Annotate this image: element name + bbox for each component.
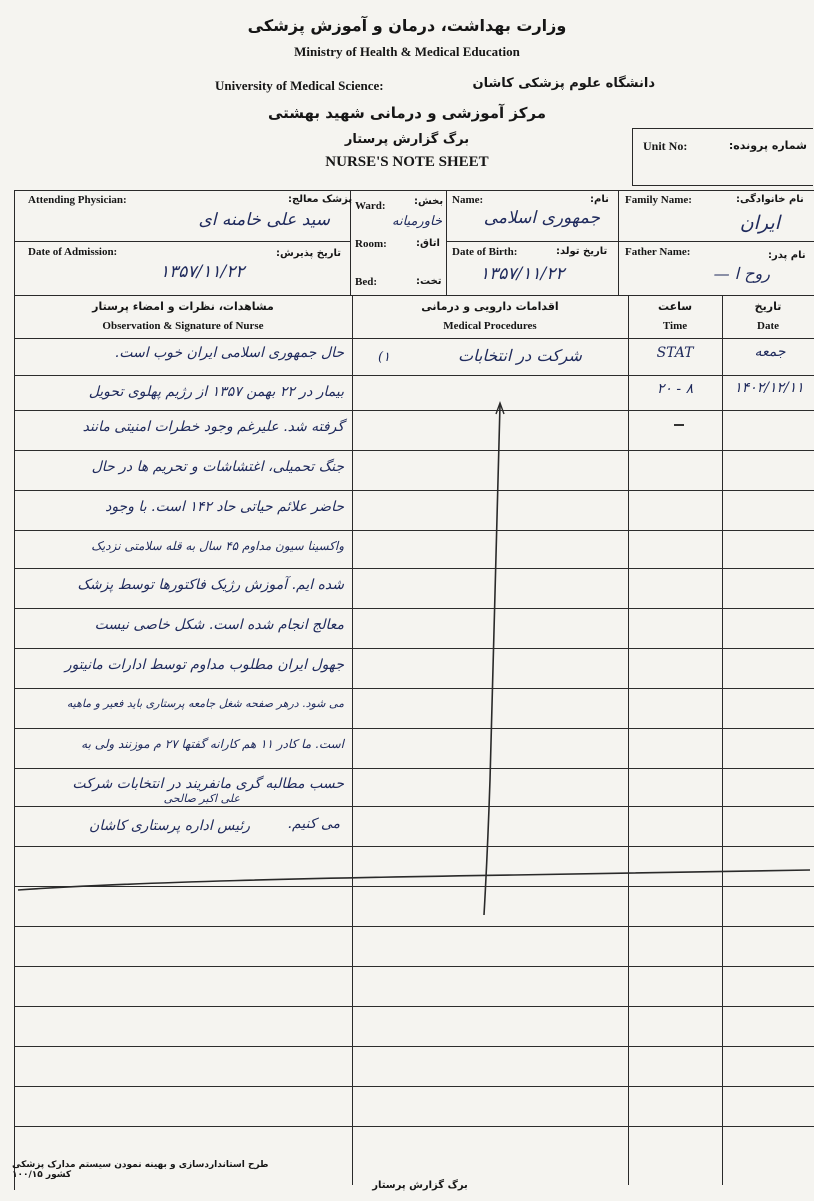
footer-standardization-text: طرح استانداردسازی و بهینه نمودن سیستم مدارک پزشکی کشور ۱۰۰/۱۵ [12, 1160, 269, 1180]
family-name-label-fa: نام خانوادگی: [736, 194, 804, 205]
col-date-fa: تاریخ [754, 300, 782, 313]
university-label-en: University of Medical Science: [215, 78, 384, 93]
ministry-title-en: Ministry of Health & Medical Education [294, 44, 520, 59]
father-name-label-en: Father Name: [625, 246, 691, 258]
university-name-fa: دانشگاه علوم پزشکی کاشان [472, 76, 655, 91]
col-date-en: Date [757, 320, 779, 332]
unit-no-label-en: Unit No: [643, 139, 688, 153]
note-line-13: می کنیم. [287, 816, 340, 832]
procedures-handdrawn-line [470, 400, 510, 920]
admission-label-en: Date of Admission: [28, 246, 118, 258]
note-line-7: شده ایم. آموزش رژیک فاکتورها توسط پزشک [77, 577, 344, 593]
note-line-10: می شود. درهر صفحه شغل جامعه پرستاری باید فعیر و ماهیه [66, 697, 344, 710]
ward-label-en: Ward: [355, 200, 386, 212]
admission-value: ۱۳۵۷/۱۱/۲۲ [160, 262, 245, 282]
note-line-6: واکسینا سیون مداوم ۴۵ سال به قله سلامتی نزدیک [91, 539, 344, 553]
note-line-4: جنگ تحمیلی، اغتشاشات و تحریم ها در حال [91, 459, 344, 475]
closing-handdrawn-line [14, 860, 814, 900]
attending-physician-label-en: Attending Physician: [28, 194, 127, 206]
birth-value: ۱۳۵۷/۱۱/۲۲ [480, 264, 565, 284]
family-name-label-en: Family Name: [625, 194, 692, 206]
note-line-2: بیمار در ۲۲ بهمن ۱۳۵۷ از رژیم پهلوی تحویل [88, 384, 344, 400]
sheet-title-fa: برگ گزارش پرستار [344, 132, 470, 147]
col-observation-en: Observation & Signature of Nurse [102, 320, 264, 332]
bed-label-en: Bed: [355, 276, 377, 288]
room-label-fa: اتاق: [416, 238, 440, 249]
birth-label-fa: تاریخ تولد: [556, 246, 608, 257]
col-time-fa: ساعت [657, 300, 693, 313]
note-line-5: حاضر علائم حیاتی حاد ۱۴۲ است. با وجود [105, 499, 344, 515]
name-value: جمهوری اسلامی [483, 208, 600, 228]
footer-sheet-name: برگ گزارش پرستار [372, 1180, 468, 1191]
father-name-value: روح ا — [713, 264, 770, 283]
entry-time-range: ۸ - ۲۰ [656, 381, 694, 397]
note-line-3: گرفته شد. علیرغم وجود خطرات امنیتی مانند [82, 419, 344, 435]
unit-no-label-fa: شماره پرونده: [728, 139, 807, 152]
ministry-title-fa: وزارت بهداشت، درمان و آموزش پزشکی [247, 16, 567, 35]
signature-title: رئیس اداره پرستاری کاشان [89, 818, 250, 834]
center-name-fa: مرکز آموزشی و درمانی شهید بهشتی [267, 104, 547, 122]
bed-label-fa: تخت: [416, 276, 442, 287]
note-line-12: حسب مطالبه گری مانفریند در انتخابات شرکت [72, 776, 344, 792]
attending-physician-label-fa: پزشک معالج: [288, 194, 353, 205]
procedure-1-number: ۱) [377, 350, 390, 365]
admission-label-fa: تاریخ پذیرش: [276, 248, 342, 259]
ward-label-fa: بخش: [414, 196, 444, 207]
name-label-en: Name: [452, 194, 484, 206]
note-line-8: معالج انجام شده است. شکل خاصی نیست [94, 617, 344, 633]
col-procedures-fa: اقدامات دارویی و درمانی [421, 300, 559, 313]
col-observation-fa: مشاهدات، نظرات و امضاء پرستار [92, 300, 274, 313]
signature-name: علی اکبر صالحی [163, 792, 240, 805]
birth-label-en: Date of Birth: [452, 246, 518, 258]
ward-value: خاورمیانه [392, 214, 442, 229]
room-label-en: Room: [355, 238, 387, 250]
col-procedures-en: Medical Procedures [443, 320, 537, 332]
procedure-1: شرکت در انتخابات [458, 346, 582, 365]
father-name-label-fa: نام پدر: [768, 250, 806, 261]
col-time-en: Time [662, 320, 688, 332]
unit-no-box [632, 128, 813, 186]
note-line-1: حال جمهوری اسلامی ایران خوب است. [114, 345, 344, 361]
note-line-11: است. ما کادر ۱۱ هم کارانه گفتها ۲۷ م موزنند ولی به [81, 737, 344, 751]
sheet-title-en: NURSE'S NOTE SHEET [325, 154, 489, 170]
time-dash-mark [674, 424, 684, 426]
attending-physician-value: سید علی خامنه ای [198, 210, 330, 230]
name-label-fa: نام: [590, 194, 609, 205]
entry-time-stat: STAT [656, 345, 694, 361]
entry-date-day: جمعه [754, 344, 786, 360]
family-name-value: ایران [739, 212, 780, 234]
entry-date: ۱۴۰۲/۱۲/۱۱ [734, 380, 804, 396]
note-line-9: جهول ایران مطلوب مداوم توسط ادارات مانیتور [64, 657, 344, 673]
